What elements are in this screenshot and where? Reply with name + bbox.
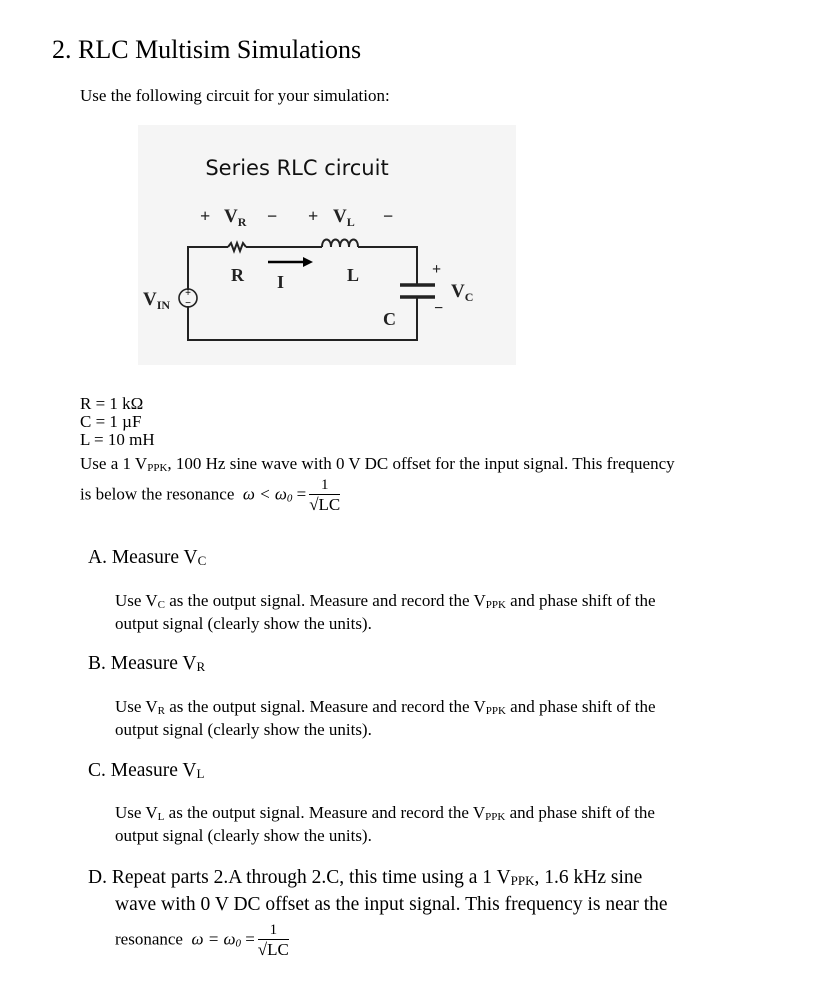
capacitor-label: C <box>383 309 396 329</box>
circuit-diagram <box>138 125 516 365</box>
vl-minus: − <box>383 206 394 226</box>
part-b-text-line2: output signal (clearly show the units). <box>115 720 372 739</box>
current-label: I <box>277 272 285 292</box>
part-d-line1: D. Repeat parts 2.A through 2.C, this time using a 1 $V_{PPK}$, 1.6 kHz sine <box>88 867 643 888</box>
inductor-label: L <box>347 265 360 285</box>
resonance-fraction: $\frac{1}{√LC}$ <box>309 477 341 514</box>
vin-label: $V_{IN}$ <box>143 289 171 312</box>
resistor-label: R <box>231 265 244 285</box>
part-b-text-line1: Use $V_R$ as the output signal. Measure and record the $V_{PPK}$ and phase shift of the <box>115 697 656 717</box>
circuit-title: Series RLC circuit <box>205 156 389 180</box>
input-signal-line1: Use a 1 $V_{PPK}$, 100 Hz sine wave with 0 V DC offset for the input signal. This frequency <box>80 454 675 474</box>
part-a-text-line1: Use $V_C$ as the output signal. Measure and record the $V_{PPK}$ and phase shift of the <box>115 591 656 611</box>
inductor-symbol <box>322 240 372 248</box>
intro-text: Use the following circuit for your simulation: <box>80 86 390 105</box>
part-c-heading: C. Measure $V_L$ <box>88 760 205 781</box>
wire-top-right <box>372 247 417 284</box>
input-signal-line2: is below the resonance $\omega < \omega_0$ = $\frac{1}{√LC}$ <box>80 477 341 514</box>
param-l: L = 10 mH <box>80 430 155 449</box>
resonance-fraction-d: $\frac{1}{√LC}$ <box>257 922 289 959</box>
wire-top-left <box>188 247 228 290</box>
source-minus: − <box>185 298 191 309</box>
vc-plus: + <box>432 261 442 278</box>
part-c-text-line1: Use $V_L$ as the output signal. Measure and record the $V_{PPK}$ and phase shift of the <box>115 803 655 823</box>
vl-label: $V_L$ <box>333 206 355 229</box>
vc-minus: − <box>434 300 444 317</box>
part-a-heading: A. Measure $V_C$ <box>88 547 207 568</box>
circuit-svg <box>138 125 516 365</box>
resistor-symbol <box>228 243 246 251</box>
param-c: C = 1 µF <box>80 412 142 431</box>
vc-label: $V_C$ <box>451 281 474 304</box>
vr-plus: + <box>200 206 211 226</box>
part-c-text-line2: output signal (clearly show the units). <box>115 826 372 845</box>
part-b-heading: B. Measure $V_R$ <box>88 653 206 674</box>
vr-minus: − <box>267 206 278 226</box>
part-d-line2: wave with 0 V DC offset as the input signal. This frequency is near the <box>115 894 668 915</box>
vl-plus: + <box>308 206 319 226</box>
source-plus: + <box>185 288 191 299</box>
part-d-line3: resonance $\omega = \omega_0$ = $\frac{1}{√LC}$ <box>115 922 289 959</box>
section-title: 2. RLC Multisim Simulations <box>52 35 362 64</box>
part-a-text-line2: output signal (clearly show the units). <box>115 614 372 633</box>
vr-label: $V_R$ <box>224 206 247 229</box>
param-r: R = 1 kΩ <box>80 394 144 413</box>
